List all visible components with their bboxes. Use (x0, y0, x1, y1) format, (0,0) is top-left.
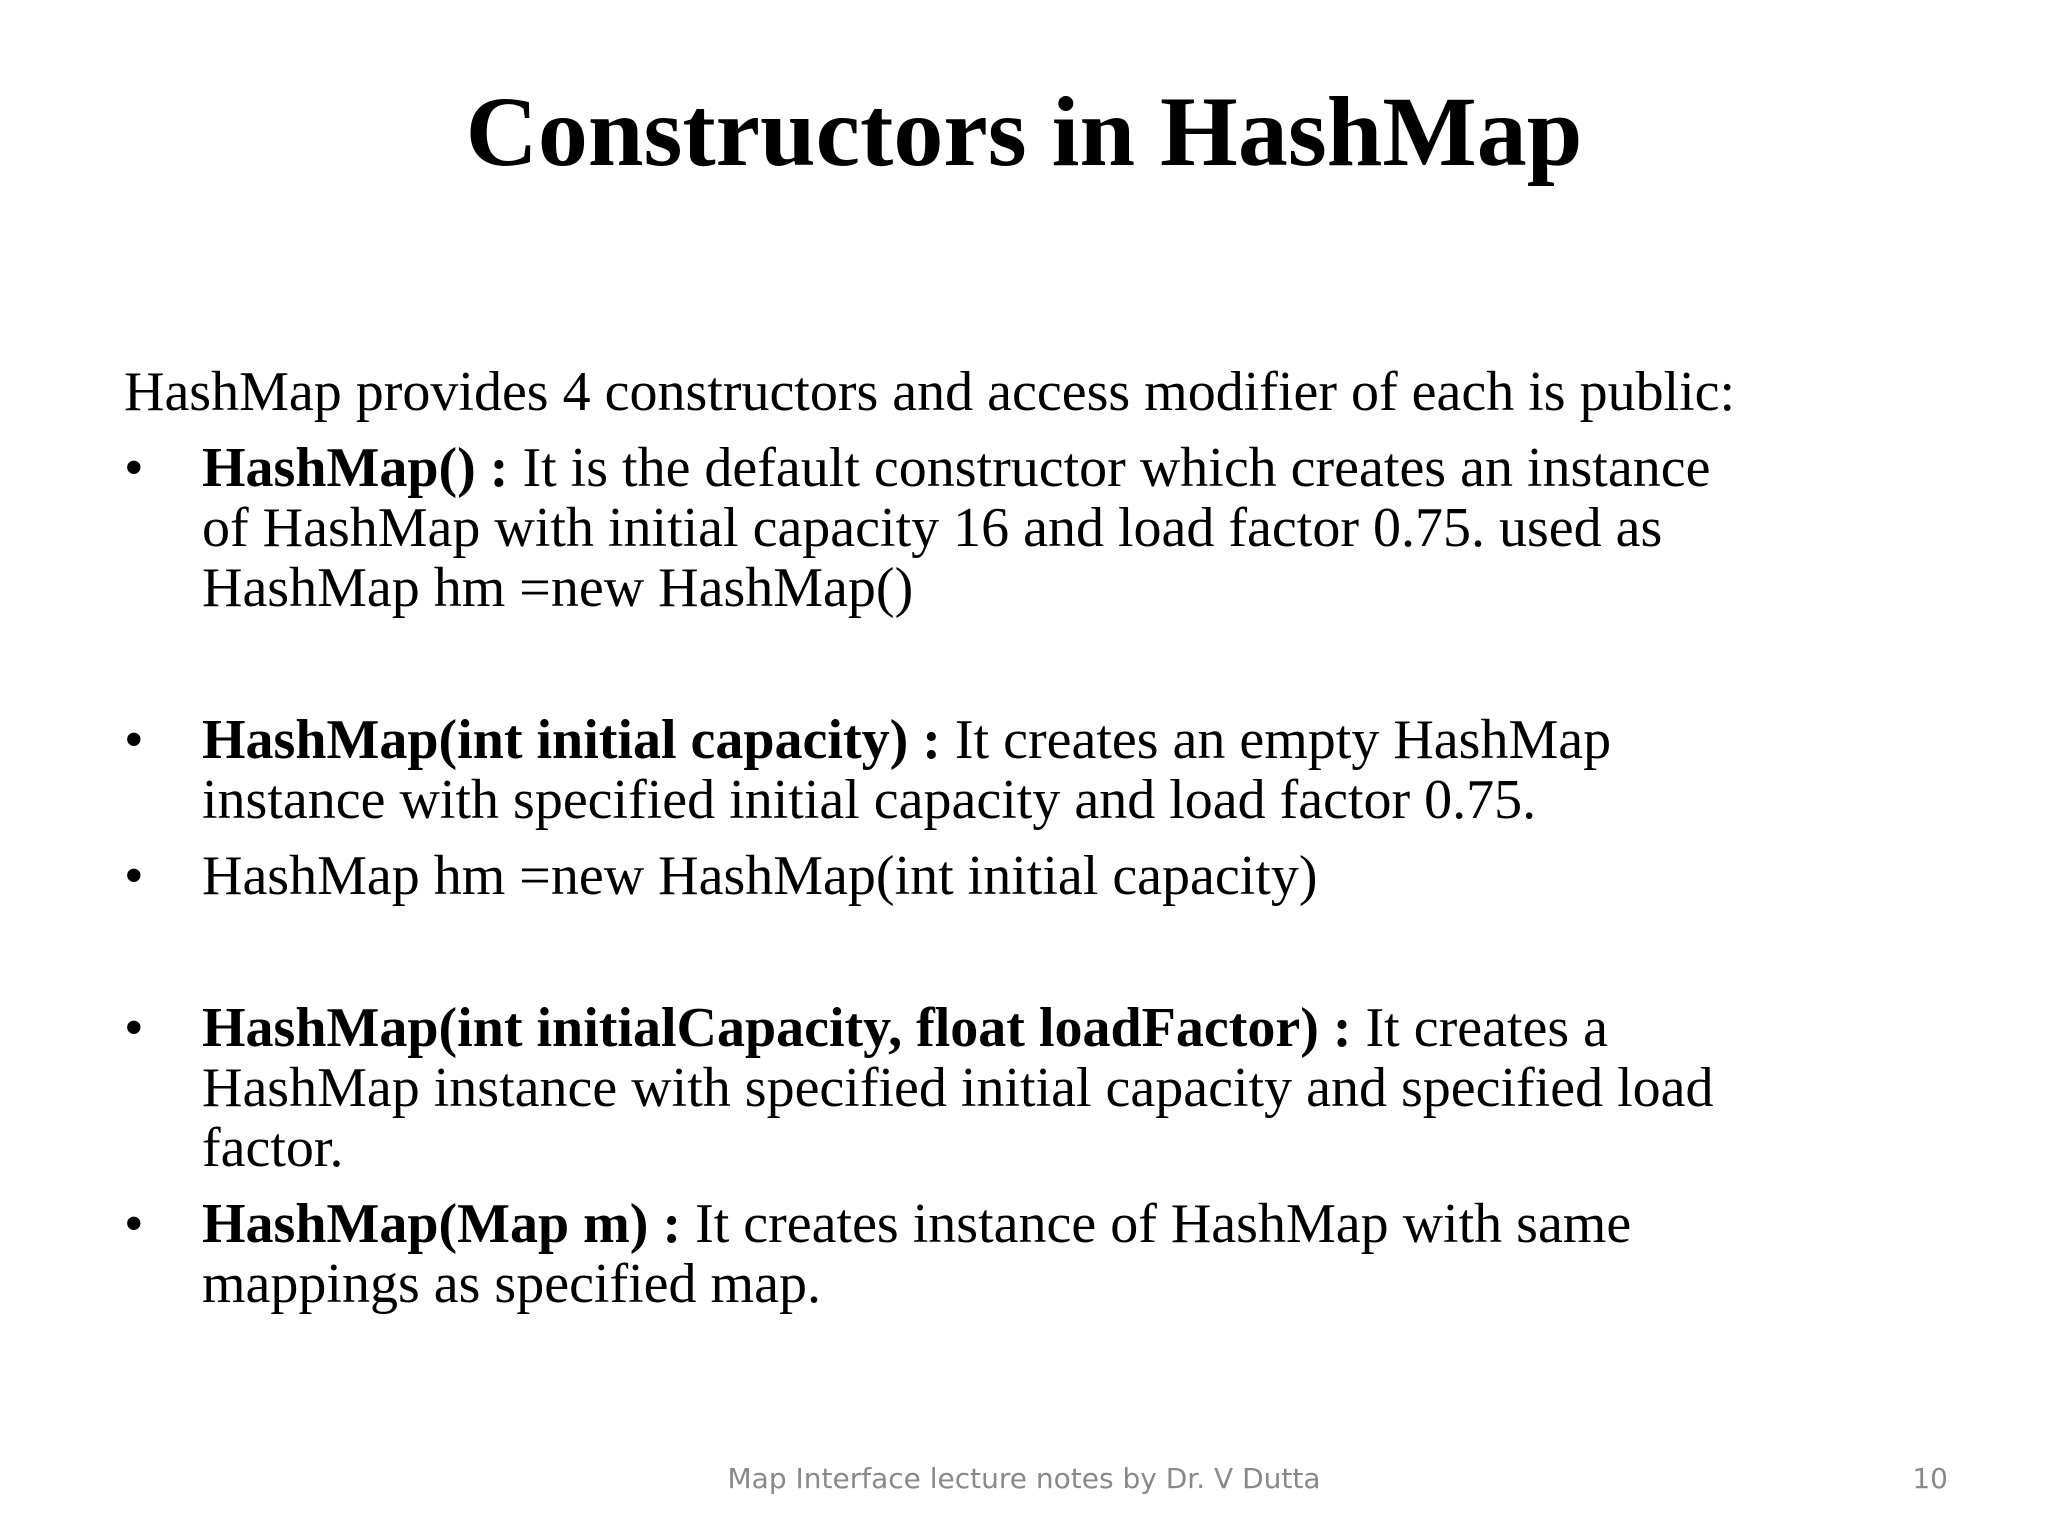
constructor-description: It creates an empty HashMap (954, 709, 1612, 771)
intro-text: HashMap provides 4 constructors and access modifier of each is public: (124, 361, 1736, 423)
bullet-icon: • (124, 845, 144, 907)
bullet-icon: • (124, 709, 144, 771)
bullet-line: HashMap hm =new HashMap(int initial capacity) (202, 845, 1318, 907)
slide-body (124, 362, 1954, 1314)
bullet-item-initial-capacity-constructor (124, 710, 1954, 830)
bullet-icon: • (124, 997, 144, 1059)
slide-title: Constructors in HashMap (465, 76, 1583, 187)
bullet-icon: • (124, 437, 144, 499)
bullet-line (202, 998, 1954, 1058)
bullet-line: of HashMap with initial capacity 16 and load factor 0.75. used as (202, 497, 1663, 559)
slide-footer: Map Interface lecture notes by Dr. V Dutta (727, 1462, 1321, 1495)
constructor-description: It creates instance of HashMap with same (695, 1193, 1632, 1255)
constructor-signature: HashMap(Map m) : (202, 1193, 682, 1255)
bullet-line: mappings as specified map. (202, 1253, 821, 1315)
bullet-line (202, 710, 1954, 770)
bullet-line: instance with specified initial capacity and load factor 0.75. (202, 769, 1537, 831)
constructor-signature: HashMap() : (202, 437, 509, 499)
bullet-icon: • (124, 1193, 144, 1255)
constructor-description: It is the default constructor which creates an instance (522, 437, 1711, 499)
bullet-line: factor. (202, 1117, 344, 1179)
constructor-signature: HashMap(int initial capacity) : (202, 709, 941, 771)
bullet-item-map-constructor (124, 1194, 1954, 1314)
bullet-line: HashMap hm =new HashMap() (202, 557, 914, 619)
bullet-item-usage-example (124, 846, 1954, 906)
bullet-item-default-constructor (124, 438, 1954, 618)
constructor-signature: HashMap(int initialCapacity, float loadFactor) : (202, 997, 1352, 1059)
bullet-line: HashMap instance with specified initial capacity and specified load (202, 1057, 1714, 1119)
constructor-description: It creates a (1365, 997, 1608, 1059)
bullet-line (202, 1194, 1954, 1254)
bullet-line (202, 438, 1954, 498)
slide-number: 10 (1912, 1462, 1948, 1495)
bullet-item-capacity-loadfactor-constructor (124, 998, 1954, 1178)
